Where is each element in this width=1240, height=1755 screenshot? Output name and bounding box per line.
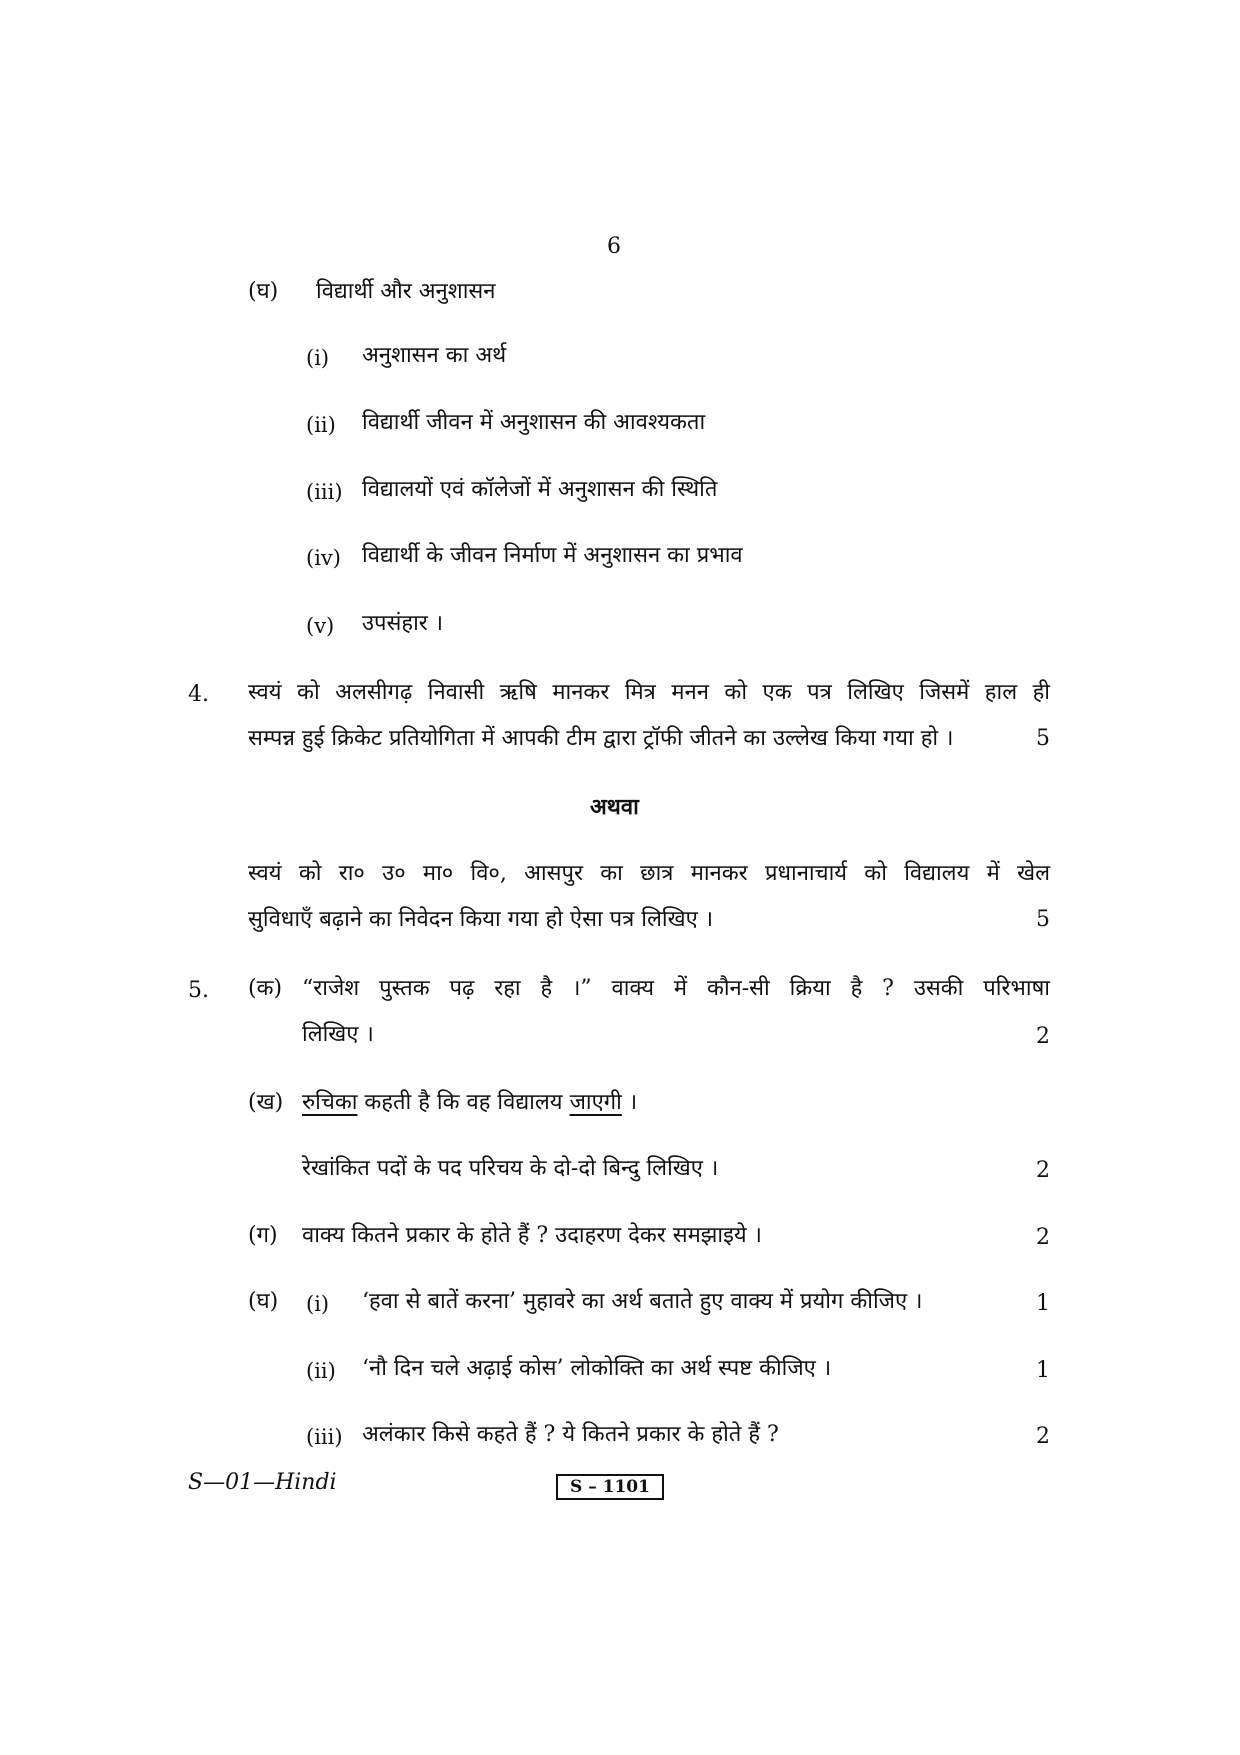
point-text: अनुशासन का अर्थ <box>362 343 507 368</box>
point-number: (v) <box>306 614 335 638</box>
footer-series-code: S – 1101 <box>556 1474 664 1500</box>
point-text: उपसंहार । <box>362 611 444 636</box>
sub-question-label: (ग) <box>248 1223 278 1248</box>
marks: 2 <box>1036 1024 1050 1049</box>
question-text-line: लिखिए । <box>302 1022 374 1047</box>
question-number: 5. <box>188 978 209 1003</box>
underlined-word: जाएगी <box>569 1090 622 1115</box>
sentence-middle: कहती है कि वह विद्यालय <box>357 1090 570 1115</box>
underlined-word: रुचिका <box>302 1090 358 1115</box>
question-text-line: “राजेश पुस्तक पढ़ रहा है ।” वाक्य में कौन-सी क्रिया है ? उसकी परिभाषा <box>302 976 1050 1001</box>
question-number: 4. <box>188 682 209 707</box>
question-text-line: रेखांकित पदों के पद परिचय के दो-दो बिन्दु लिखिए । <box>302 1156 719 1181</box>
sub-question-label: (ख) <box>248 1090 284 1115</box>
question-text-line: स्वयं को रा० उ० मा० वि०, आसपुर का छात्र मानकर प्रधानाचार्य को विद्यालय में खेल <box>248 861 1050 886</box>
marks: 1 <box>1036 1291 1050 1316</box>
essay-topic-label: (घ) <box>248 279 279 304</box>
essay-topic-title: विद्यार्थी और अनुशासन <box>316 279 496 304</box>
question-text-line: सम्पन्न हुई क्रिकेट प्रतियोगिता में आपकी टीम द्वारा ट्रॉफी जीतने का उल्लेख किया गया हो । <box>248 726 954 751</box>
item-number: (i) <box>306 1292 330 1316</box>
page-number: 6 <box>607 234 621 259</box>
marks: 2 <box>1036 1225 1050 1250</box>
item-number: (iii) <box>306 1425 343 1449</box>
marks: 2 <box>1036 1424 1050 1449</box>
question-text-line: अलंकार किसे कहते हैं ? ये कितने प्रकार के होते हैं ? <box>362 1422 779 1447</box>
item-number: (ii) <box>306 1359 336 1383</box>
question-text-line: सुविधाएँ बढ़ाने का निवेदन किया गया हो ऐसा पत्र लिखिए । <box>248 907 714 932</box>
point-text: विद्यार्थी के जीवन निर्माण में अनुशासन का प्रभाव <box>362 543 743 568</box>
point-number: (ii) <box>306 413 336 437</box>
marks: 1 <box>1036 1358 1050 1383</box>
footer-paper-code: S—01—Hindi <box>188 1470 337 1495</box>
point-text: विद्यालयों एवं कॉलेजों में अनुशासन की स्थिति <box>362 477 718 502</box>
point-number: (iv) <box>306 546 341 570</box>
question-text-line: स्वयं को अलसीगढ़ निवासी ऋषि मानकर मित्र मनन को एक पत्र लिखिए जिसमें हाल ही <box>248 680 1050 705</box>
question-text-line: ‘नौ दिन चले अढ़ाई कोस’ लोकोक्ति का अर्थ स्पष्ट कीजिए । <box>362 1356 832 1381</box>
sub-question-label: (क) <box>248 976 283 1001</box>
point-text: विद्यार्थी जीवन में अनुशासन की आवश्यकता <box>362 410 706 435</box>
sentence <box>302 1088 637 1118</box>
or-label: अथवा <box>590 794 639 820</box>
marks: 5 <box>1036 726 1050 751</box>
sentence-end: । <box>621 1090 638 1115</box>
point-number: (iii) <box>306 480 343 504</box>
question-text-line: ‘हवा से बातें करना’ मुहावरे का अर्थ बताते हुए वाक्य में प्रयोग कीजिए । <box>362 1289 923 1314</box>
sub-question-label: (घ) <box>248 1289 279 1314</box>
point-number: (i) <box>306 346 330 370</box>
marks: 5 <box>1036 907 1050 932</box>
marks: 2 <box>1036 1158 1050 1183</box>
question-text-line: वाक्य कितने प्रकार के होते हैं ? उदाहरण देकर समझाइये । <box>302 1223 762 1248</box>
